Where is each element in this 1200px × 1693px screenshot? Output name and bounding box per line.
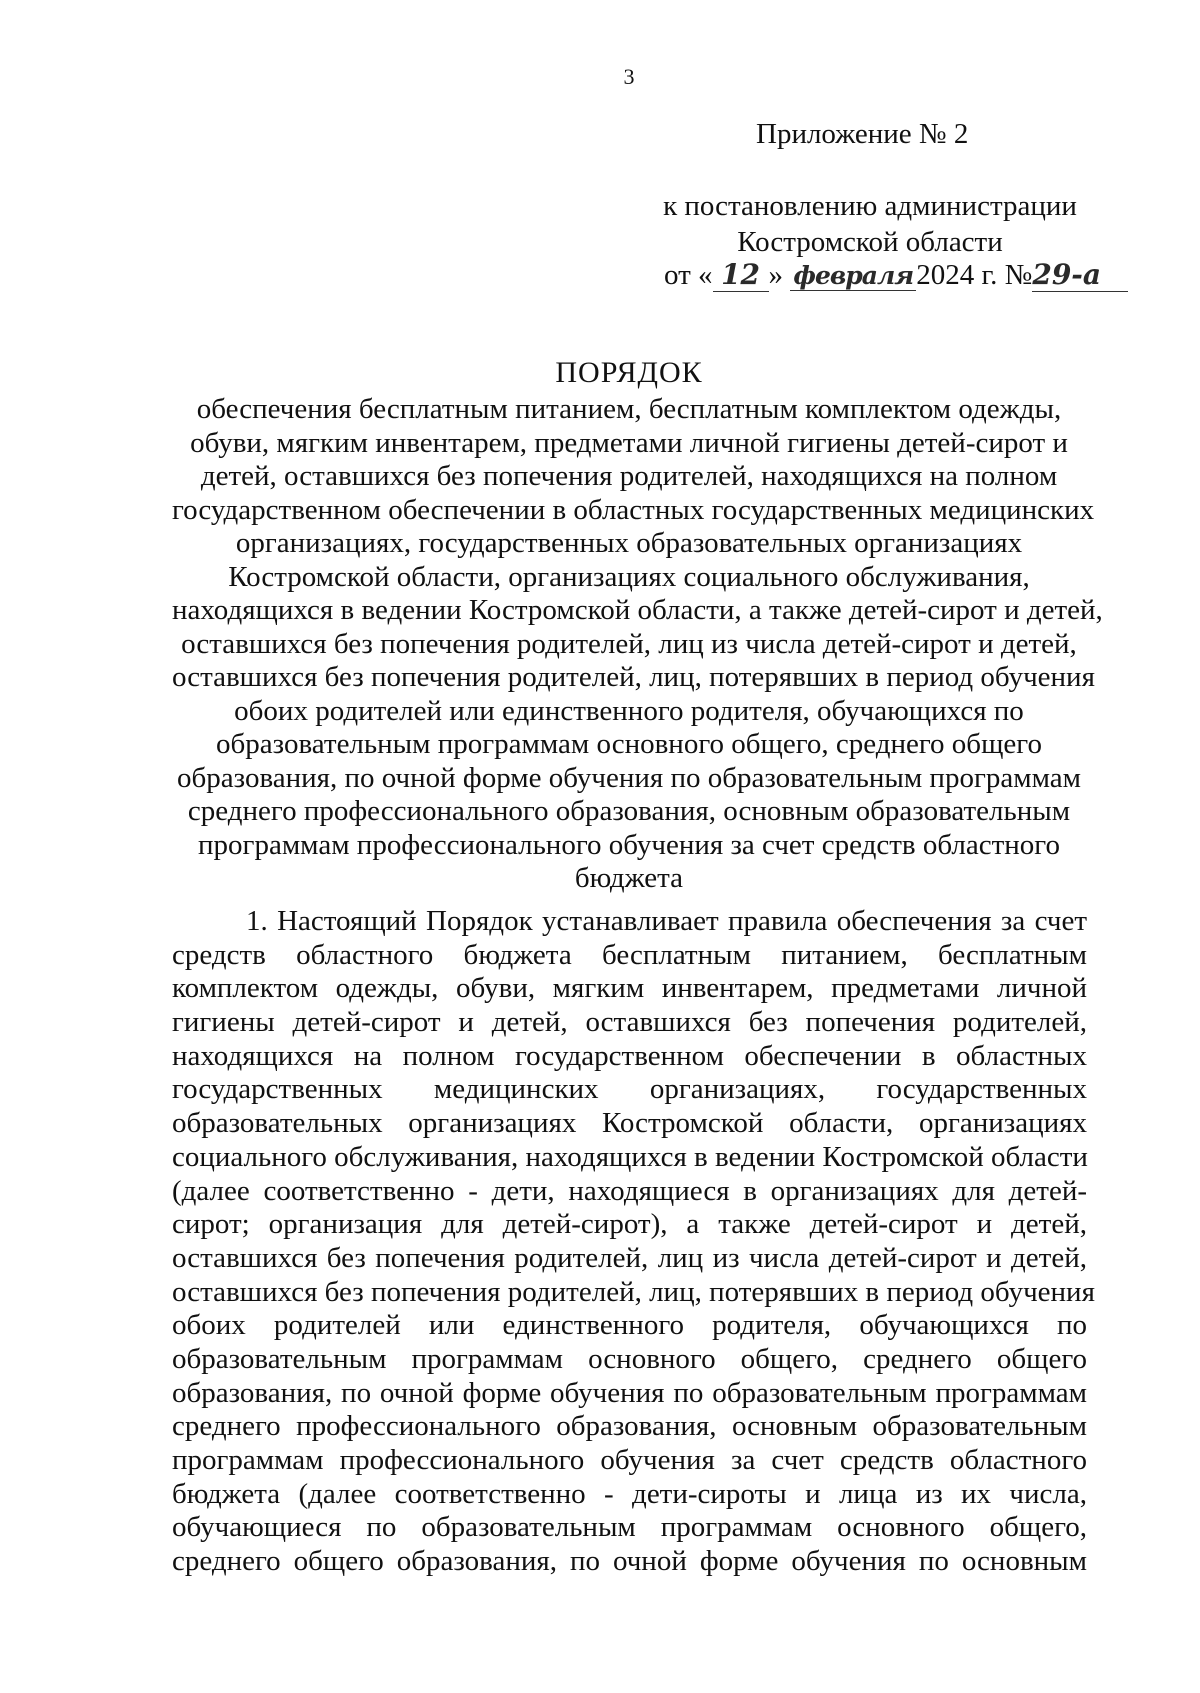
paragraph-line: среднего профессионального образования, основным образовательным bbox=[172, 1410, 1087, 1443]
paragraph-line: комплектом одежды, обуви, мягким инвентарем, предметами личной bbox=[172, 972, 1087, 1005]
handwritten-day: 12 bbox=[713, 258, 769, 292]
date-year: 2024 г. № bbox=[916, 259, 1033, 291]
decree-reference-line: к постановлению администрации bbox=[663, 190, 1077, 222]
subtitle-line: оставшихся без попечения родителей, лиц, потерявших в период обучения bbox=[172, 661, 1095, 693]
subtitle-line: детей, оставшихся без попечения родителей, находящихся на полном bbox=[200, 460, 1058, 492]
handwritten-month: февраля bbox=[790, 261, 916, 291]
paragraph-line: средств областного бюджета бесплатным питанием, бесплатным bbox=[172, 938, 1087, 971]
paragraph-line: бюджета (далее соответственно - дети-сироты и лица из их числа, bbox=[172, 1477, 1087, 1510]
subtitle-line: обоих родителей или единственного родителя, обучающихся по bbox=[234, 694, 1024, 727]
subtitle-line: обуви, мягким инвентарем, предметами личной гигиены детей-сирот и bbox=[190, 426, 1068, 459]
subtitle-line: программам профессионального обучения за счет средств областного bbox=[198, 828, 1060, 861]
paragraph-line: образования, по очной форме обучения по образовательным программам bbox=[172, 1376, 1087, 1409]
paragraph-line: обучающиеся по образовательным программам основного общего, bbox=[172, 1511, 1087, 1544]
decree-reference-line: Костромской области bbox=[737, 226, 1003, 258]
decree-reference bbox=[660, 188, 1080, 260]
subtitle-line: среднего профессионального образования, основным образовательным bbox=[187, 795, 1071, 827]
paragraph-line: сирот; организация для детей-сирот), а также детей-сирот и детей, bbox=[172, 1208, 1087, 1241]
subtitle-line: образовательным программам основного общего, среднего общего bbox=[216, 728, 1042, 760]
subtitle-line: образования, по очной форме обучения по образовательным программам bbox=[177, 761, 1081, 794]
paragraph-line: образовательным программам основного общего, среднего общего bbox=[172, 1342, 1087, 1375]
paragraph-line: социального обслуживания, находящихся в ведении Костромской области bbox=[172, 1140, 1088, 1173]
paragraph-1 bbox=[172, 905, 1095, 1579]
subtitle-line: государственном обеспечении в областных государственных медицинских bbox=[172, 493, 1095, 526]
subtitle-line: организациях, государственных образовательных организациях bbox=[235, 527, 1023, 559]
paragraph-line: среднего общего образования, по очной форме обучения по основным bbox=[172, 1545, 1087, 1578]
subtitle-line: оставшихся без попечения родителей, лиц из числа детей-сирот и детей, bbox=[181, 627, 1077, 660]
handwritten-decree-number: 29-а bbox=[1032, 258, 1128, 292]
subtitle-line: находящихся в ведении Костромской области, а также детей-сирот и детей, bbox=[172, 594, 1103, 626]
appendix-title: Приложение № 2 bbox=[756, 118, 969, 150]
paragraph-line: гигиены детей-сирот и детей, оставшихся без попечения родителей, bbox=[172, 1006, 1087, 1039]
date-prefix: от « bbox=[664, 259, 713, 291]
subtitle-line: Костромской области, организациях социального обслуживания, bbox=[228, 560, 1030, 593]
date-mid: » bbox=[768, 259, 784, 291]
paragraph-line: оставшихся без попечения родителей, лиц из числа детей-сирот и детей, bbox=[172, 1241, 1087, 1274]
document-title: ПОРЯДОК bbox=[555, 356, 703, 389]
paragraph-line: находящихся на полном государственном обеспечении в областных bbox=[172, 1039, 1087, 1072]
paragraph-line: (далее соответственно - дети, находящиеся в организациях для детей- bbox=[172, 1174, 1087, 1207]
paragraph-line: обоих родителей или единственного родителя, обучающихся по bbox=[172, 1309, 1087, 1342]
paragraph-line: образовательных организациях Костромской области, организациях bbox=[172, 1107, 1087, 1140]
subtitle-line: бюджета bbox=[574, 862, 684, 894]
paragraph-line: 1. Настоящий Порядок устанавливает правила обеспечения за счет bbox=[246, 905, 1087, 937]
document-subtitle bbox=[172, 393, 1103, 896]
page-number: 3 bbox=[623, 64, 635, 89]
decree-date-line bbox=[664, 258, 1128, 292]
subtitle-line: обеспечения бесплатным питанием, бесплатным комплектом одежды, bbox=[196, 393, 1062, 425]
paragraph-line: государственных медицинских организациях, государственных bbox=[172, 1073, 1087, 1106]
paragraph-line: оставшихся без попечения родителей, лиц, потерявших в период обучения bbox=[172, 1275, 1095, 1308]
paragraph-line: программам профессионального обучения за счет средств областного bbox=[172, 1444, 1087, 1476]
